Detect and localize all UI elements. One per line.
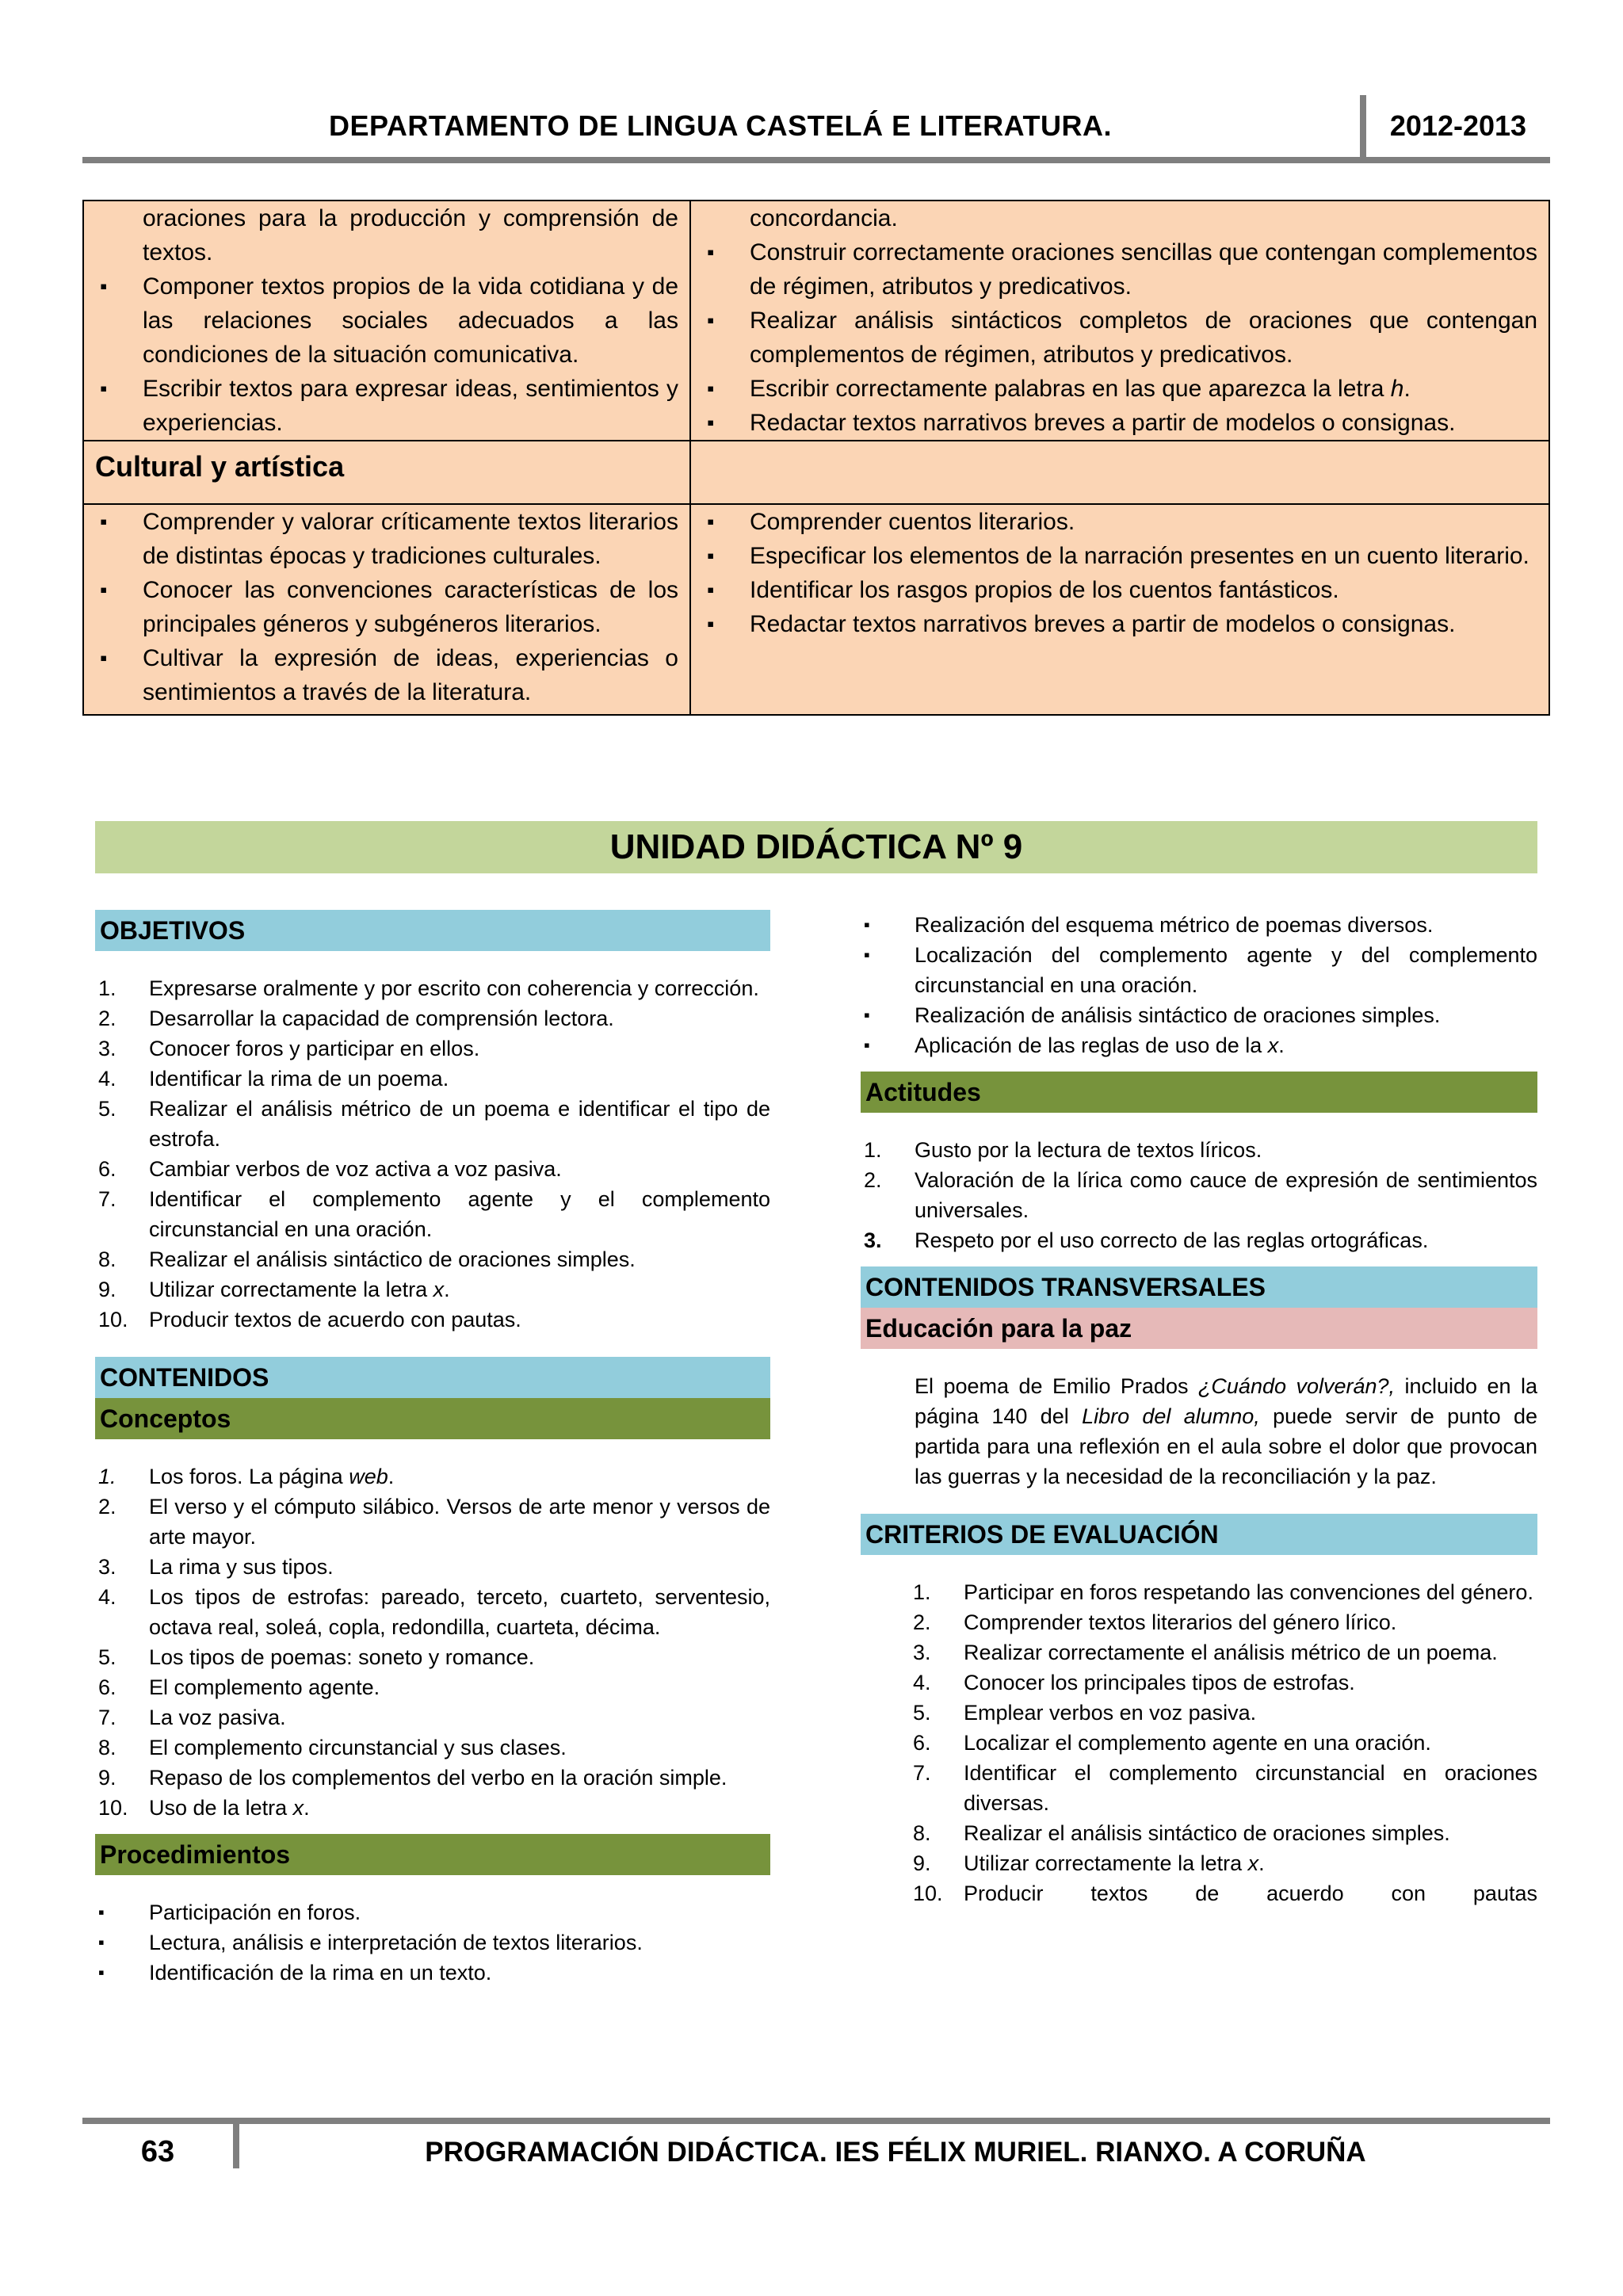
list-item: 2. Valoración de la lírica como cauce de expresión de sentimientos universales. [864,1168,1537,1222]
left-column [95,910,770,1988]
list-item: 1. Expresarse oralmente y por escrito con coherencia y corrección. [98,976,759,1000]
bullet-list [95,201,678,440]
list-item: ▪ Redactar textos narrativos breves a partir de modelos o consignas. [702,406,1537,440]
list-item: ▪ Localización del complemento agente y del complemento circunstancial en una oración. [861,940,1537,1000]
table-cell [690,441,1549,504]
objetivos-heading: OBJETIVOS [95,910,770,951]
educacion-paz-heading: Educación para la paz [861,1308,1537,1349]
list-item: 4. Conocer los principales tipos de estrofas. [913,1671,1355,1694]
footer-title: PROGRAMACIÓN DIDÁCTICA. IES FÉLIX MURIEL. RIANXO. A CORUÑA [425,2137,1366,2168]
list-item: 10. Producir textos de acuerdo con pautas [913,1881,1537,1905]
list-item: 6. Localizar el complemento agente en una oración. [913,1731,1431,1755]
list-item: 6. Cambiar verbos de voz activa a voz pasiva. [98,1157,562,1181]
list-item: 7. Identificar el complemento agente y el complemento circunstancial en una oración. [98,1187,770,1241]
criterios-list [861,1577,1537,1908]
list-item: 5. Realizar el análisis métrico de un poema e identificar el tipo de estrofa. [98,1097,770,1151]
table-row [83,504,1549,715]
list-item: 2. Desarrollar la capacidad de comprensión lectora. [98,1007,614,1030]
list-item: ▪ Lectura, análisis e interpretación de textos literarios. [95,1927,770,1958]
list-item: 9. Utilizar correctamente la letra x. [98,1278,450,1301]
list-item: 2. Comprender textos literarios del género lírico. [913,1610,1397,1634]
competencias-table [82,200,1550,716]
page-number: 63 [140,2135,175,2168]
list-item: 10. Uso de la letra x. [98,1796,310,1820]
list-item: 1. Gusto por la lectura de textos líricos. [864,1138,1262,1162]
table-row [83,201,1549,441]
page-footer [82,2118,1550,2181]
table-cell [690,201,1549,441]
list-item: 8. Realizar el análisis sintáctico de oraciones simples. [98,1247,636,1271]
transversales-heading: CONTENIDOS TRANSVERSALES [861,1266,1537,1308]
list-item: 6. El complemento agente. [98,1675,380,1699]
list-item: ▪ Componer textos propios de la vida cotidiana y de las relaciones sociales adecuados a las condiciones de la situación comunicativa. [95,269,678,372]
list-item: ▪ Cultivar la expresión de ideas, experiencias o sentimientos a través de la literatura. [95,641,678,709]
list-item: 1. Los foros. La página web. [98,1465,395,1488]
contenidos-heading: CONTENIDOS [95,1357,770,1398]
table-cell [83,201,690,441]
list-item: ▪ Redactar textos narrativos breves a partir de modelos o consignas. [702,607,1537,641]
list-item: ▪ Identificación de la rima en un texto. [95,1958,770,1988]
list-item: 7. Identificar el complemento circunstancial en oraciones diversas. [913,1761,1537,1815]
list-item: ▪ Aplicación de las reglas de uso de la x. [861,1030,1537,1060]
table-cell [83,504,690,715]
header-divider [1360,95,1366,162]
list-item: concordancia. [750,205,898,231]
list-item: 8. Realizar el análisis sintáctico de oraciones simples. [913,1821,1450,1845]
criterios-heading: CRITERIOS DE EVALUACIÓN [861,1514,1537,1555]
list-item: oraciones para la producción y comprensión de textos. [143,205,678,266]
procedimientos-list [95,1897,770,1988]
footer-divider [233,2124,239,2168]
list-item: ▪ Realización del esquema métrico de poemas diversos. [861,910,1537,940]
school-year: 2012-2013 [1389,109,1527,142]
list-item: 3. Conocer foros y participar en ellos. [98,1037,480,1060]
list-item: 1. Participar en foros respetando las convenciones del género. [913,1580,1533,1604]
bullet-list [95,505,678,709]
list-item: ▪ Comprender cuentos literarios. [702,505,1537,539]
unit-title: UNIDAD DIDÁCTICA Nº 9 [95,821,1537,873]
list-item: 9. Utilizar correctamente la letra x. [913,1851,1265,1875]
conceptos-list [95,1461,770,1823]
actitudes-heading: Actitudes [861,1072,1537,1113]
bullet-list [702,505,1537,641]
category-heading: Cultural y artística [83,441,690,504]
list-item: ▪ Especificar los elementos de la narración presentes en un cuento literario. [702,539,1537,573]
list-item: 10. Producir textos de acuerdo con pautas. [98,1308,521,1331]
list-item: 7. La voz pasiva. [98,1706,286,1729]
list-item: 8. El complemento circunstancial y sus clases. [98,1736,567,1759]
list-item: ▪ Escribir correctamente palabras en las que aparezca la letra h. [702,372,1537,406]
list-item: ▪ Identificar los rasgos propios de los cuentos fantásticos. [702,573,1537,607]
list-item: ▪ Conocer las convenciones características de los principales géneros y subgéneros literarios. [95,573,678,641]
list-item: 5. Emplear verbos en voz pasiva. [913,1701,1257,1725]
objetivos-list [95,973,770,1335]
conceptos-heading: Conceptos [95,1398,770,1439]
bullet-list [702,201,1537,440]
list-item: 2. El verso y el cómputo silábico. Versos de arte menor y versos de arte mayor. [98,1495,770,1549]
list-item: ▪ Comprender y valorar críticamente textos literarios de distintas épocas y tradiciones culturales. [95,505,678,573]
list-item: ▪ Participación en foros. [95,1897,770,1927]
procedimientos-list-continued [861,910,1537,1060]
page-header [82,95,1550,162]
list-item: 4. Identificar la rima de un poema. [98,1067,449,1091]
list-item: 3. Respeto por el uso correcto de las reglas ortográficas. [864,1228,1429,1252]
department-title: DEPARTAMENTO DE LINGUA CASTELÁ E LITERATURA. [329,109,1112,142]
list-item: 4. Los tipos de estrofas: pareado, terceto, cuarteto, serventesio, octava real, soleá, copla, redondilla, cuarteta, décima. [98,1585,770,1639]
table-cell [690,504,1549,715]
procedimientos-heading: Procedimientos [95,1834,770,1875]
list-item: ▪ Realización de análisis sintáctico de oraciones simples. [861,1000,1537,1030]
list-item: 9. Repaso de los complementos del verbo en la oración simple. [98,1766,727,1790]
header-rule [82,157,1550,163]
footer-rule [82,2118,1550,2124]
list-item: ▪ Realizar análisis sintácticos completos de oraciones que contengan complementos de régimen, atributos y predicativos. [702,304,1537,372]
list-item: 5. Los tipos de poemas: soneto y romance. [98,1645,535,1669]
transversales-paragraph: El poema de Emilio Prados ¿Cuándo volverán?, incluido en la página 140 del Libro del alumno, puede servir de punto de partida para una reflexión en el aula sobre el dolor que provocan las guerras y la necesidad de la reconciliación y la paz. [915,1374,1537,1488]
actitudes-list [861,1135,1537,1255]
list-item: ▪ Escribir textos para expresar ideas, sentimientos y experiencias. [95,372,678,440]
right-column [861,910,1537,1908]
list-item: 3. Realizar correctamente el análisis métrico de un poema. [913,1641,1498,1664]
table-row [83,441,1549,504]
list-item: ▪ Construir correctamente oraciones sencillas que contengan complementos de régimen, atributos y predicativos. [702,235,1537,304]
list-item: 3. La rima y sus tipos. [98,1555,334,1579]
